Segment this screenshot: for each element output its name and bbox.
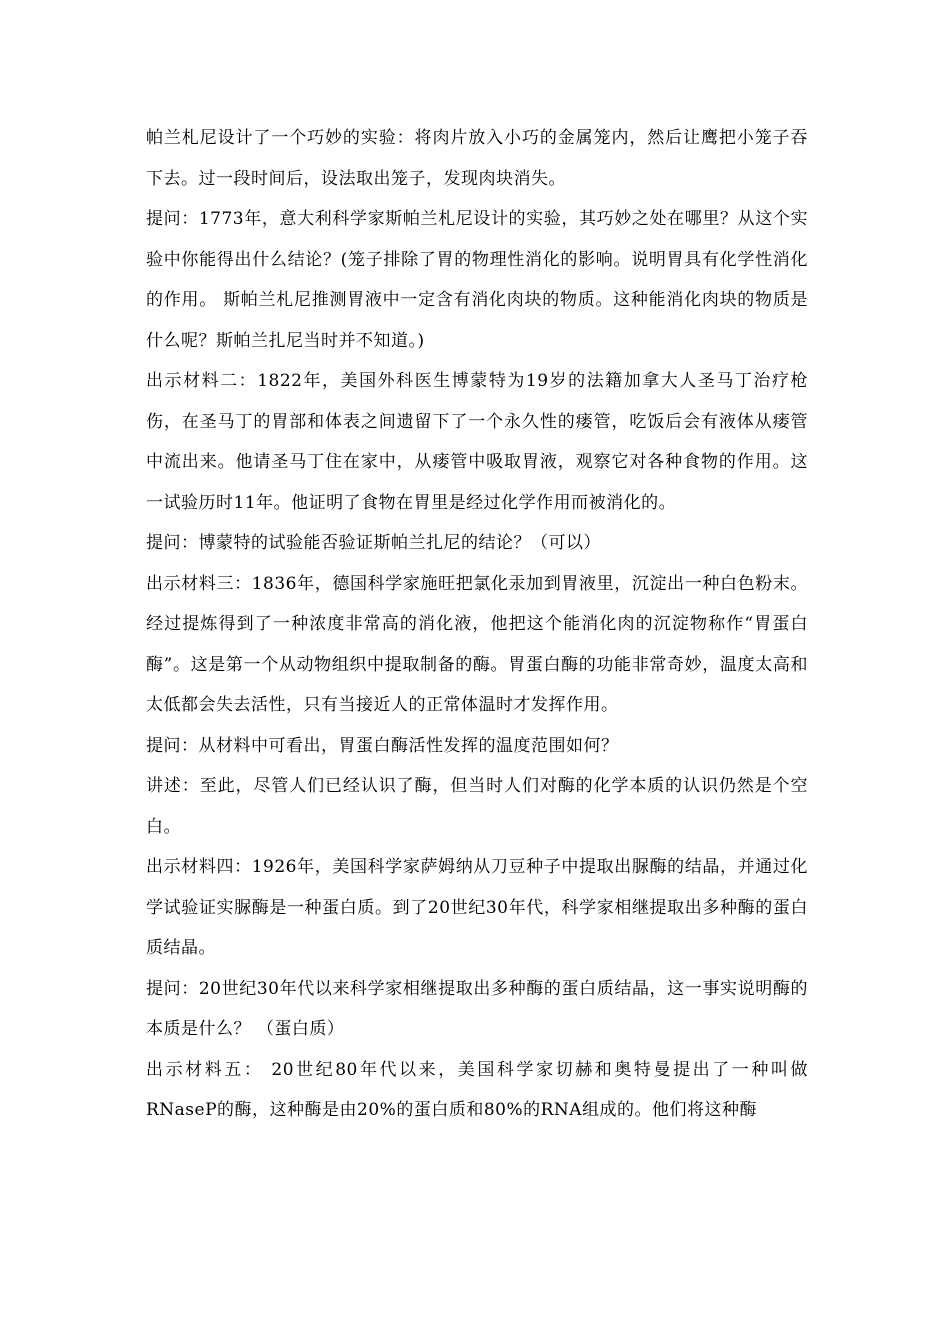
paragraph-narration: 讲述：至此，尽管人们已经认识了酶，但当时人们对酶的化学本质的认识仍然是个空白。: [146, 776, 808, 837]
paragraph-spallanzani-experiment: 帕兰札尼设计了一个巧妙的实验：将肉片放入小巧的金属笼内，然后让鹰把小笼子吞下去。过一段时间后，设法取出笼子，发现肉块消失。: [146, 128, 808, 189]
paragraph-question-beaumont: 提问：博蒙特的试验能否验证斯帕兰扎尼的结论？（可以）: [146, 533, 601, 553]
paragraph-material-five: 出示材料五： 20世纪80年代以来，美国科学家切赫和奥特曼提出了一种叫做RNaseP的酶，这种酶是由20%的蛋白质和80%的RNA组成的。他们将这种酶: [146, 1059, 808, 1120]
paragraph-material-three: 出示材料三：1836年，德国科学家施旺把氯化汞加到胃液里，沉淀出一种白色粉末。经过提炼得到了一种浓度非常高的消化液，他把这个能消化肉的沉淀物称作“胃蛋白酶”。这是第一个从动物组织中提取制备的酶。胃蛋白酶的功能非常奇妙，温度太高和太低都会失去活性，只有当接近人的正常体温时才发挥作用。: [146, 573, 808, 715]
paragraph-material-four: 出示材料四：1926年，美国科学家萨姆纳从刀豆种子中提取出脲酶的结晶，并通过化学试验证实脲酶是一种蛋白质。到了20世纪30年代，科学家相继提取出多种酶的蛋白质结晶。: [146, 857, 808, 958]
paragraph-question-pepsin: 提问：从材料中可看出，胃蛋白酶活性发挥的温度范围如何？: [146, 735, 619, 756]
document-body: [146, 118, 808, 1131]
paragraph-question-enzyme-nature: 提问：20世纪30年代以来科学家相继提取出多种酶的蛋白质结晶，这一事实说明酶的本质是什么？ （蛋白质）: [146, 978, 808, 1039]
paragraph-material-two: 出示材料二：1822年，美国外科医生博蒙特为19岁的法籍加拿大人圣马丁治疗枪伤，在圣马丁的胃部和体表之间遗留下了一个永久性的瘘管，吃饭后会有液体从瘘管中流出来。他请圣马丁住在家中，从瘘管中吸取胃液，观察它对各种食物的作用。这一试验历时11年。他证明了食物在胃里是经过化学作用而被消化的。: [146, 371, 808, 513]
paragraph-question-1773: 提问：1773年，意大利科学家斯帕兰札尼设计的实验，其巧妙之处在哪里？从这个实验中你能得出什么结论？(笼子排除了胃的物理性消化的影响。说明胃具有化学性消化的作用。 斯帕兰札尼推测胃液中一定含有消化肉块的物质。这种能消化肉块的物质是什么呢？斯帕兰扎尼当时并不知道。): [146, 209, 808, 351]
